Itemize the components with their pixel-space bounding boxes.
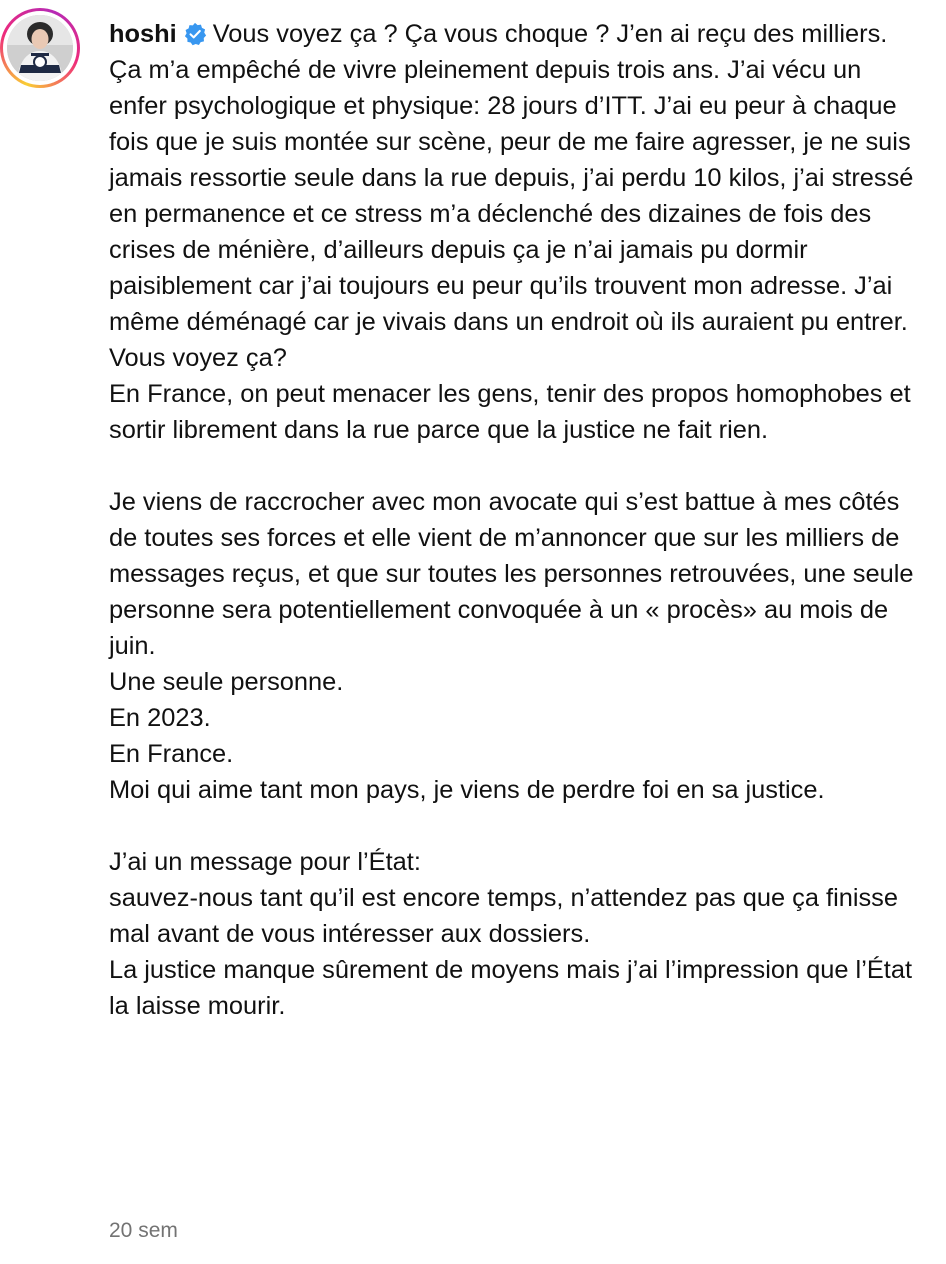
caption-line: sauvez-nous tant qu’il est encore temps, n’attendez pas que ça finisse mal avant de vous intéresser aux dossiers. bbox=[109, 884, 906, 948]
caption-line: Ça m’a empêché de vivre pleinement depuis trois ans. J’ai vécu un enfer psychologique et physique: 28 jours d’ITT. J’ai eu peur à chaque fois que je suis montée sur scène, peur de me faire agresser, je ne suis jamais ressortie seule dans la rue depuis, j’ai perdu 10 kilos, j’ai stressé en permanence et ce stress m’a déclenché des dizaines de fois des crises de ménière, d’ailleurs depuis ça je n’ai jamais pu dormir paisiblement car j’ai toujours eu peur qu’ils trouvent mon adresse. J’ai même déménagé car je vivais dans un endroit où ils auraient pu entrer. bbox=[109, 56, 921, 336]
caption-line: En France. bbox=[109, 740, 234, 768]
verified-badge-icon bbox=[183, 22, 207, 46]
caption-line: J’ai un message pour l’État: bbox=[109, 848, 421, 876]
avatar-story-ring[interactable] bbox=[0, 8, 80, 88]
caption-line: La justice manque sûrement de moyens mais j’ai l’impression que l’État la laisse mourir. bbox=[109, 956, 920, 1020]
avatar[interactable] bbox=[7, 15, 73, 81]
caption-line: Moi qui aime tant mon pays, je viens de perdre foi en sa justice. bbox=[109, 776, 825, 804]
avatar-image bbox=[7, 15, 73, 81]
caption-line: Vous voyez ça? bbox=[109, 344, 287, 372]
username[interactable]: hoshi bbox=[109, 20, 177, 48]
caption-line: En France, on peut menacer les gens, tenir des propos homophobes et sortir librement dans la rue parce que la justice ne fait rien. bbox=[109, 380, 918, 444]
timestamp[interactable]: 20 sem bbox=[109, 1219, 178, 1242]
caption-line: Vous voyez ça ? Ça vous choque ? J’en ai reçu des milliers. bbox=[212, 20, 888, 48]
caption-line: En 2023. bbox=[109, 704, 211, 732]
caption-line: Je viens de raccrocher avec mon avocate qui s’est battue à mes côtés de toutes ses forces et elle vient de m’annoncer que sur les milliers de messages reçus, et que sur toutes les personnes retrouvées, une seule personne sera potentiellement convoquée à un « procès» au mois de juin. bbox=[109, 488, 921, 660]
caption-line: Une seule personne. bbox=[109, 668, 344, 696]
caption bbox=[109, 16, 919, 1024]
